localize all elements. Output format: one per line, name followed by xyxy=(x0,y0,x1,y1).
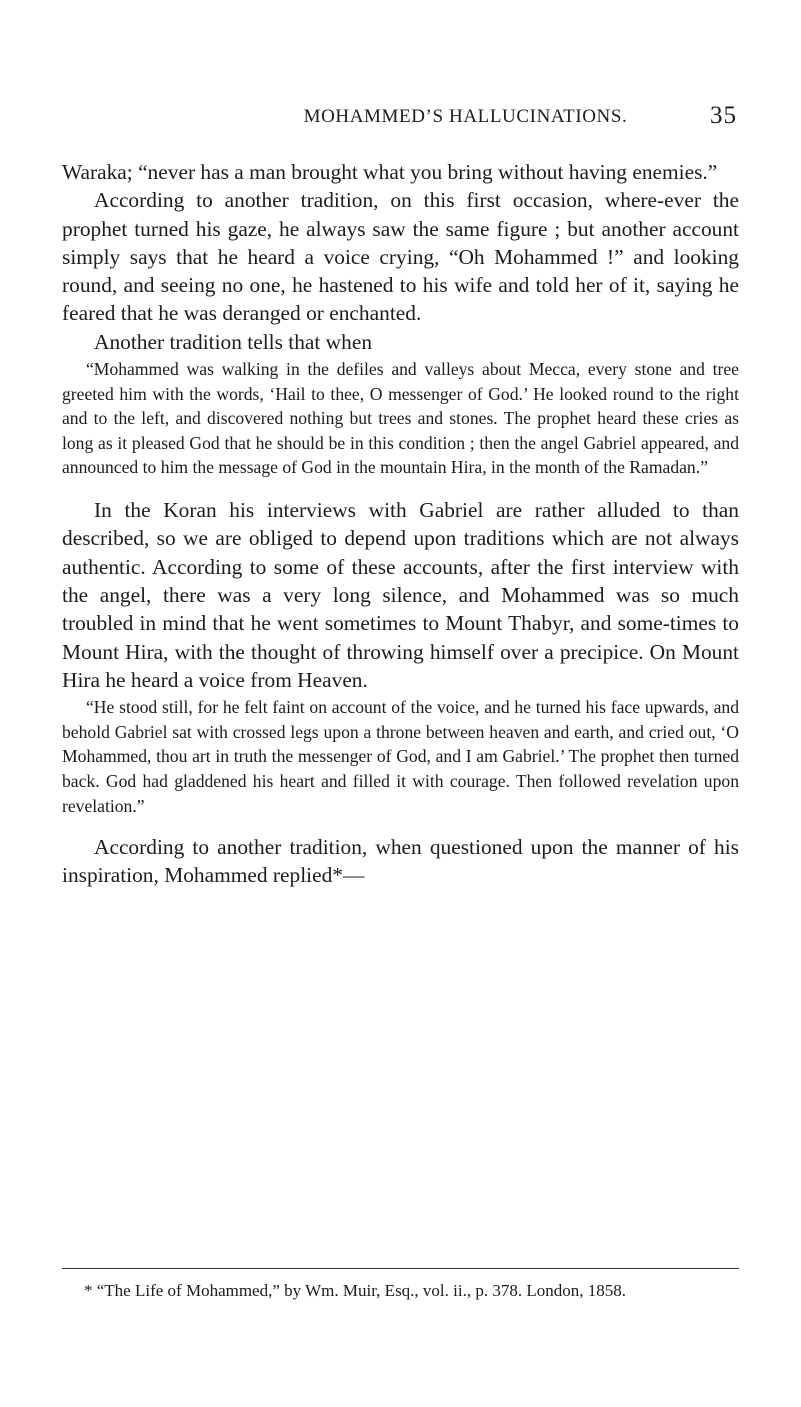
paragraph-another-tradition: Another tradition tells that when xyxy=(94,329,373,354)
body-text xyxy=(62,158,739,890)
running-head xyxy=(62,102,739,132)
page-number: 35 xyxy=(710,102,737,129)
quotation-mecca: “Mohammed was walking in the defiles and valleys about Mecca, every stone and tree greeted him with the words, ‘Hail to thee, O messenger of God.’ He looked round to the right and to the left, and discovered nothing but trees and stones. The prophet heard these cries as long as it pleased God that he should be in this condition ; then the angel Gabriel appeared, and announced to him the message of God in the mountain Hira, in the month of the Ramadan.” xyxy=(62,359,739,478)
paragraph-koran: In the Koran his interviews with Gabriel are rather alluded to than described, so we are obliged to depend upon traditions which are not always authentic. According to some of these accounts, after the first interview with the angel, there was a very long silence, and Mohammed was so much troubled in mind that he went sometimes to Mount Thabyr, and some-times to Mount Hira, with the thought of throwing himself over a precipice. On Mount Hira he heard a voice from Heaven. xyxy=(62,498,739,692)
paragraph-inspiration: According to another tradition, when questioned upon the manner of his inspiration, Mohammed replied*— xyxy=(62,835,739,888)
footnote-rule xyxy=(62,1268,739,1269)
footnote: * “The Life of Mohammed,” by Wm. Muir, Esq., vol. ii., p. 378. London, 1858. xyxy=(84,1281,626,1300)
paragraph-first-occasion: According to another tradition, on this first occasion, where-ever the prophet turned his gaze, he always saw the same figure ; but another account simply says that he heard a voice crying, “Oh Mohammed !” and looking round, and seeing no one, he hastened to his wife and told her of it, saying he feared that he was deranged or enchanted. xyxy=(62,188,739,326)
running-title: MOHAMMED’S HALLUCINATIONS. xyxy=(303,106,628,127)
paragraph-continuation: Waraka; “never has a man brought what you bring without having enemies.” xyxy=(62,160,718,184)
quotation-gabriel: “He stood still, for he felt faint on account of the voice, and he turned his face upwards, and behold Gabriel sat with crossed legs upon a throne between heaven and earth, and cried out, ‘O Mohammed, thou art in truth the messenger of God, and I am Gabriel.’ The prophet then turned back. God had gladdened his heart and filled it with courage. Then followed revelation upon revelation.” xyxy=(62,697,739,816)
